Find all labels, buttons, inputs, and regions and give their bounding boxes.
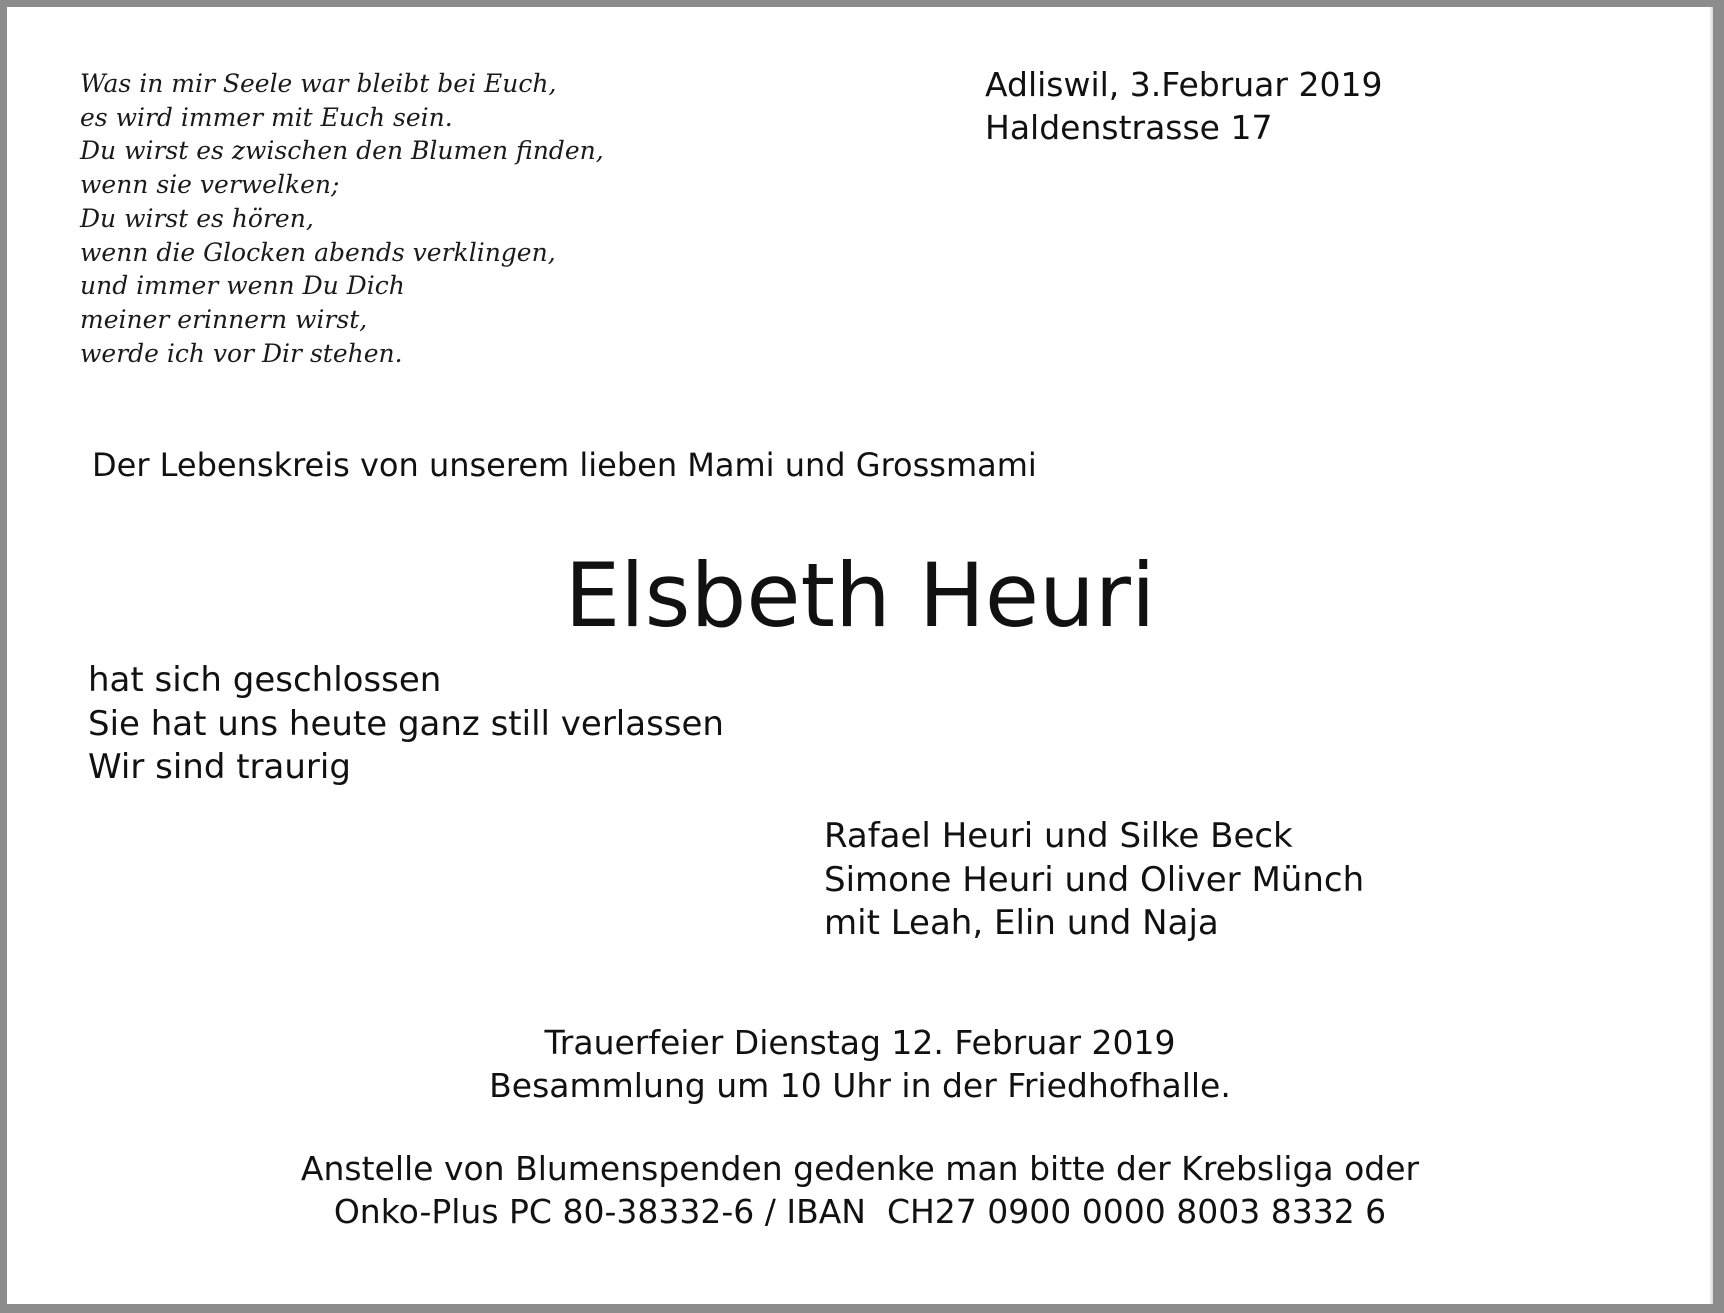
donation-account: Onko-Plus PC 80-38332-6 / IBAN CH27 0900 0000 8003 8332 6 xyxy=(333,1192,1387,1231)
poem-line: Du wirst es hören, xyxy=(80,203,314,233)
ceremony-info xyxy=(7,1021,1713,1107)
message-line: Wir sind traurig xyxy=(88,747,351,787)
message-block xyxy=(88,659,724,790)
deceased-name: Elsbeth Heuri xyxy=(564,544,1156,647)
obituary-page xyxy=(7,7,1713,1304)
poem-line: meiner erinnern wirst, xyxy=(80,304,368,334)
poem-line: werde ich vor Dir stehen. xyxy=(80,338,403,368)
message-line: Sie hat uns heute ganz still verlassen xyxy=(88,703,724,744)
poem-line: es wird immer mit Euch sein. xyxy=(80,102,453,132)
donation-line: Anstelle von Blumenspenden gedenke man bitte der Krebsliga oder xyxy=(300,1149,1420,1188)
poem-line: und immer wenn Du Dich xyxy=(80,271,405,301)
place-date-line: Adliswil, 3.Februar 2019 xyxy=(985,65,1383,104)
intro-text: Der Lebenskreis von unserem lieben Mami und Grossmami xyxy=(92,446,1037,484)
address-line: Haldenstrasse 17 xyxy=(985,108,1273,147)
donation-info xyxy=(7,1147,1713,1233)
ceremony-date: Trauerfeier Dienstag 12. Februar 2019 xyxy=(544,1023,1176,1062)
page-edge-shadow xyxy=(1709,7,1713,1304)
poem xyxy=(80,67,604,370)
family-line: Simone Heuri und Oliver Münch xyxy=(824,859,1365,900)
family-line: Rafael Heuri und Silke Beck xyxy=(824,816,1293,856)
poem-line: wenn die Glocken abends verklingen, xyxy=(80,237,556,267)
poem-line: Was in mir Seele war bleibt bei Euch, xyxy=(80,69,557,98)
ceremony-location: Besammlung um 10 Uhr in der Friedhofhalle. xyxy=(489,1066,1231,1105)
poem-line: Du wirst es zwischen den Blumen finden, xyxy=(80,136,604,166)
family-signatures xyxy=(824,815,1364,946)
poem-line: wenn sie verwelken; xyxy=(80,170,340,200)
place-and-date xyxy=(985,63,1382,149)
family-line: mit Leah, Elin und Naja xyxy=(824,903,1219,943)
message-line: hat sich geschlossen xyxy=(88,660,442,700)
